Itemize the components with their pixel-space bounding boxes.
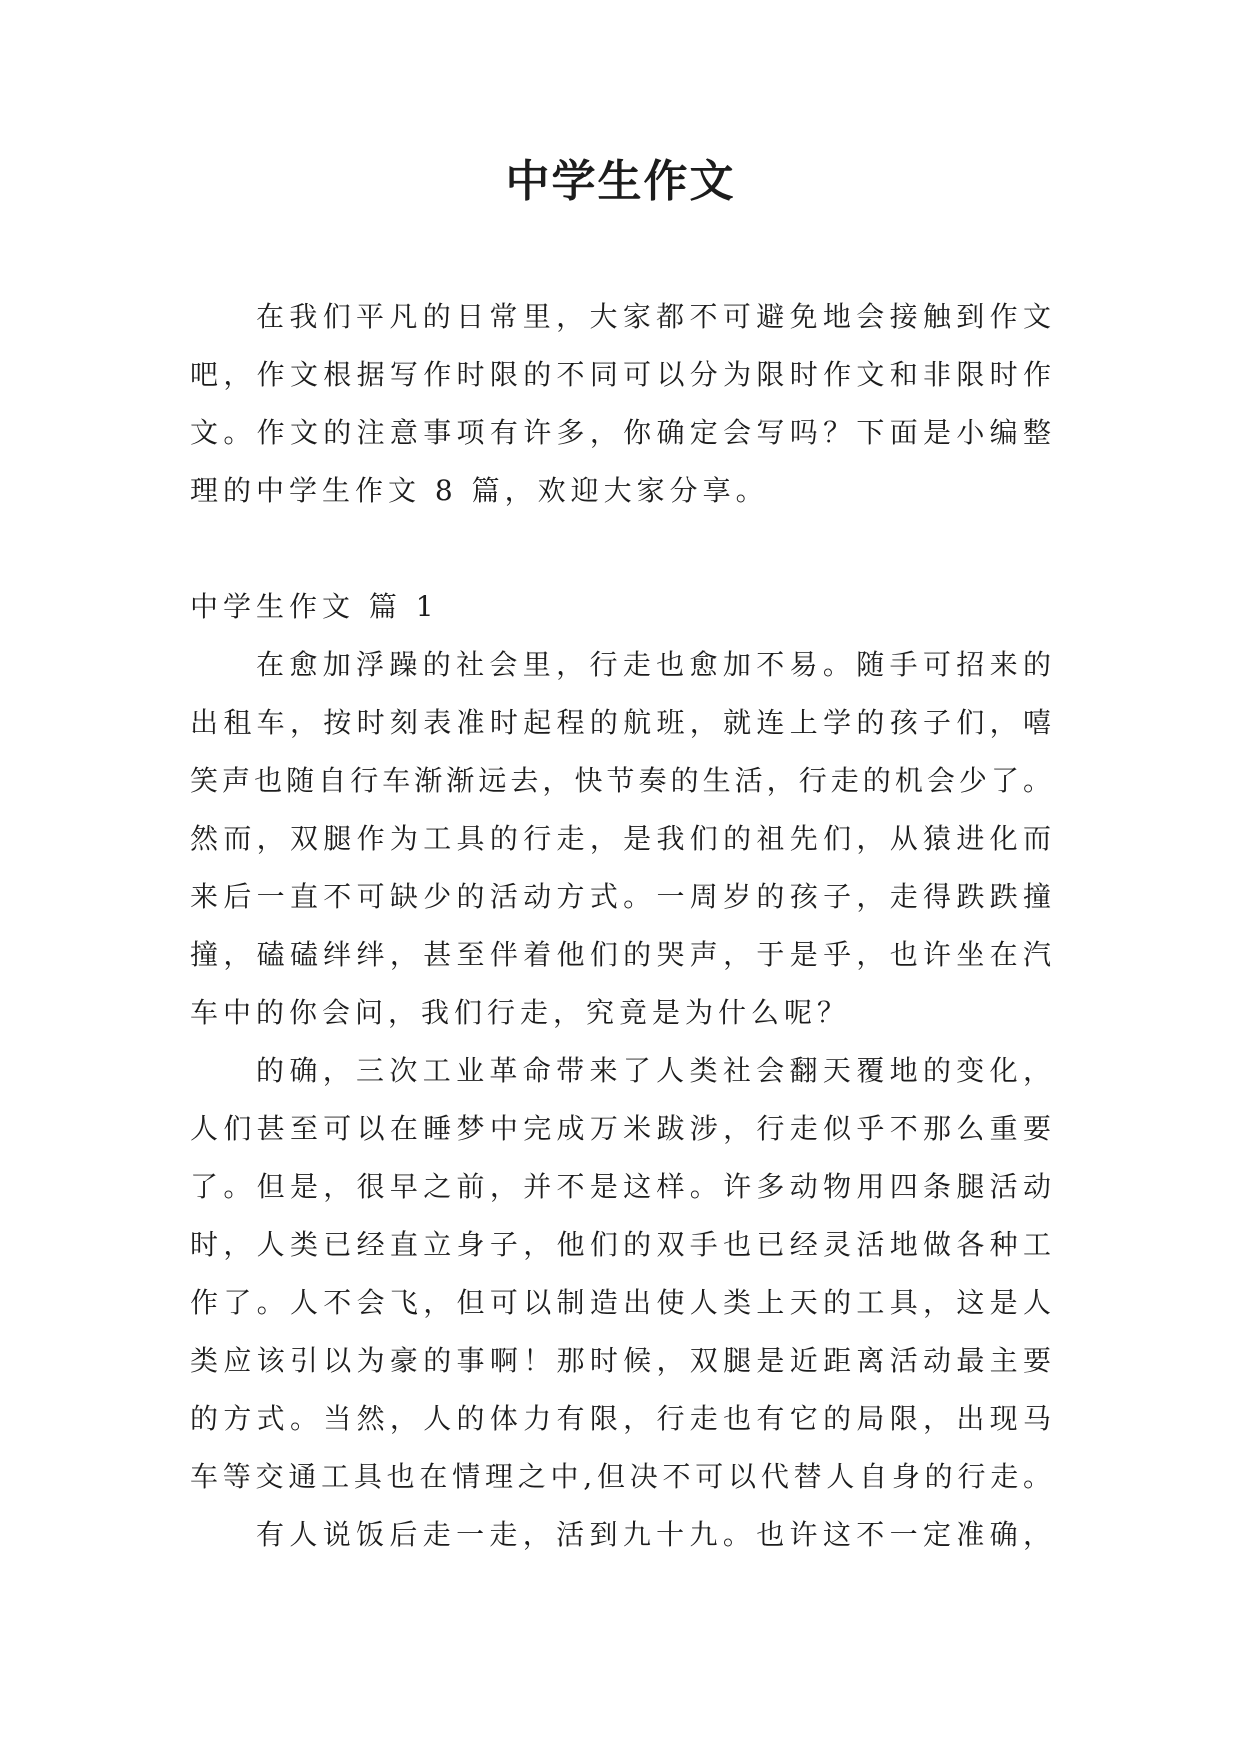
paragraph-line: 理的中学生作文 8 篇，欢迎大家分享。 — [190, 474, 769, 507]
essay-paragraph — [190, 1506, 1051, 1564]
paragraph-line: 车等交通工具也在情理之中,但决不可以代替人自身的行走。 — [190, 1460, 1051, 1493]
paragraph-line: 然而，双腿作为工具的行走，是我们的祖先们，从猿进化而 — [190, 822, 1051, 855]
paragraph-line: 文。作文的注意事项有许多，你确定会写吗？下面是小编整 — [190, 416, 1051, 449]
paragraph-line: 笑声也随自行车渐渐远去，快节奏的生活，行走的机会少了。 — [190, 764, 1051, 797]
document-title: 中学生作文 — [505, 156, 736, 207]
paragraph-line: 的确，三次工业革命带来了人类社会翻天覆地的变化， — [256, 1054, 1051, 1087]
paragraph-line: 作了。人不会飞，但可以制造出使人类上天的工具，这是人 — [190, 1286, 1051, 1319]
paragraph-line: 出租车，按时刻表准时起程的航班，就连上学的孩子们，嘻 — [190, 706, 1051, 739]
paragraph-line: 车中的你会问，我们行走，究竟是为什么呢？ — [190, 996, 851, 1029]
paragraph-line: 的方式。当然，人的体力有限，行走也有它的局限，出现马 — [190, 1402, 1051, 1435]
paragraph-line: 来后一直不可缺少的活动方式。一周岁的孩子，走得跌跌撞 — [190, 880, 1051, 913]
essay-paragraph — [190, 636, 1051, 1042]
paragraph-line: 在愈加浮躁的社会里，行走也愈加不易。随手可招来的 — [256, 648, 1051, 681]
paragraph-line: 在我们平凡的日常里，大家都不可避免地会接触到作文 — [256, 300, 1051, 333]
paragraph-line: 吧，作文根据写作时限的不同可以分为限时作文和非限时作 — [190, 358, 1051, 391]
paragraph-line: 撞，磕磕绊绊，甚至伴着他们的哭声，于是乎，也许坐在汽 — [190, 938, 1051, 971]
intro-paragraph — [190, 288, 1051, 520]
paragraph-line: 时，人类已经直立身子，他们的双手也已经灵活地做各种工 — [190, 1228, 1051, 1261]
essay-paragraph — [190, 1042, 1051, 1506]
paragraph-line: 人们甚至可以在睡梦中完成万米跋涉，行走似乎不那么重要 — [190, 1112, 1051, 1145]
section-heading: 中学生作文 篇 1 — [190, 590, 439, 623]
paragraph-line: 了。但是，很早之前，并不是这样。许多动物用四条腿活动 — [190, 1170, 1051, 1203]
paragraph-line: 有人说饭后走一走，活到九十九。也许这不一定准确， — [256, 1518, 1051, 1551]
paragraph-line: 类应该引以为豪的事啊！那时候，双腿是近距离活动最主要 — [190, 1344, 1051, 1377]
